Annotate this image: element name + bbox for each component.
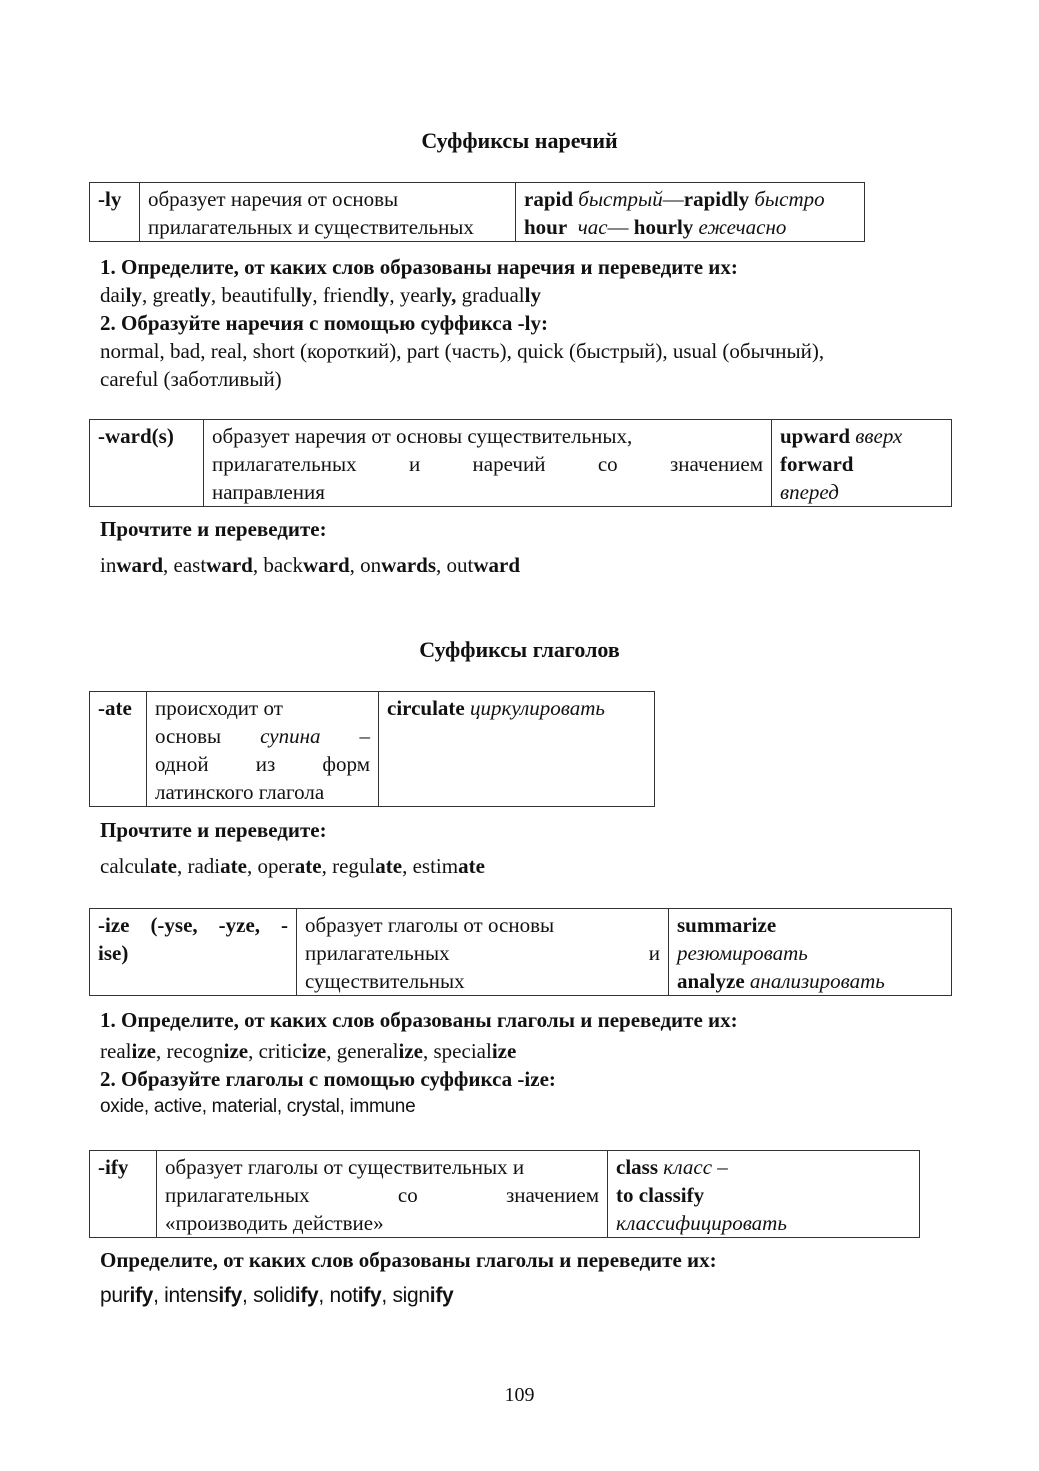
- example-word: [413, 854, 485, 878]
- example-word: [174, 553, 253, 577]
- example-translation: классифицировать: [616, 1211, 787, 1235]
- task-heading: 1. Определите, от каких слов образованы наречия и переведите их:: [100, 255, 738, 279]
- word-root: back: [263, 553, 303, 577]
- example-line: [780, 478, 943, 506]
- word-root: year: [399, 283, 436, 307]
- example-cell: [772, 420, 952, 507]
- example-word: upward: [780, 424, 851, 448]
- word-suffix: ate: [375, 854, 403, 878]
- example-translation: час: [577, 215, 608, 239]
- word-suffix: ify: [357, 1284, 382, 1307]
- example-cell: [669, 909, 952, 996]
- word-root: dai: [100, 283, 126, 307]
- example-line: [677, 967, 943, 995]
- word-list: [100, 852, 960, 880]
- example-word: [164, 1284, 242, 1307]
- word-suffix: ate: [220, 854, 247, 878]
- word-list: [100, 1282, 960, 1310]
- word-root: friend: [322, 283, 373, 307]
- task-heading: Прочтите и переведите:: [100, 818, 327, 842]
- example-translation: циркулировать: [470, 696, 605, 720]
- example-translation: анализировать: [749, 969, 885, 993]
- separator: ,: [142, 283, 153, 307]
- suffix-cell: [90, 909, 297, 996]
- example-word: hourly: [633, 215, 694, 239]
- word-suffix: ify: [218, 1284, 242, 1307]
- example-line: [780, 422, 943, 450]
- description-text: происходит от: [155, 696, 283, 720]
- task-heading: Определите, от каких слов образованы глаголы и переведите их:: [100, 1248, 717, 1272]
- example-word: rapidly: [683, 187, 750, 211]
- example-word: analyze: [677, 969, 745, 993]
- example-line: [387, 694, 646, 722]
- task-words-line: normal, bad, real, short (короткий), part (часть), quick (быстрый), usual (обычный),: [100, 339, 825, 363]
- word-root: gradual: [461, 283, 525, 307]
- description-cell: [204, 420, 772, 507]
- separator: ,: [252, 553, 264, 577]
- description-cell: [157, 1151, 608, 1238]
- example-word: [221, 283, 312, 307]
- example-word: [153, 283, 211, 307]
- separator: ,: [210, 283, 222, 307]
- word-suffix: ly,: [435, 283, 457, 307]
- suffix-cell: -ly: [90, 183, 140, 242]
- exercise-block-ly: [100, 253, 960, 393]
- separator: ,: [176, 854, 188, 878]
- example-line: [616, 1153, 911, 1181]
- separator: ,: [242, 1284, 254, 1307]
- word-root: critic: [258, 1039, 302, 1063]
- word-root: special: [433, 1039, 492, 1063]
- section-heading-verbs: Суффиксы глаголов: [419, 637, 620, 662]
- separator: ,: [321, 854, 333, 878]
- task-words-line: careful (заботливый): [100, 367, 282, 391]
- example-word: [332, 854, 402, 878]
- example-translation: вверх: [855, 424, 903, 448]
- word-root: radi: [187, 854, 221, 878]
- suffix-cell: -ate: [90, 692, 147, 807]
- word-root: calcul: [100, 854, 151, 878]
- dash: —: [662, 187, 684, 211]
- word-suffix: ly: [372, 283, 390, 307]
- description-line: образует наречия от основы: [148, 187, 399, 211]
- description-text: основы: [155, 724, 222, 748]
- separator: ,: [402, 854, 413, 878]
- dash: —: [607, 215, 629, 239]
- example-translation: класс –: [663, 1155, 728, 1179]
- example-word: [100, 854, 177, 878]
- example-word: rapid: [524, 187, 574, 211]
- example-word: [360, 553, 436, 577]
- separator: ,: [326, 1039, 337, 1063]
- word-root: solid: [253, 1284, 295, 1307]
- separator: ,: [381, 1284, 393, 1307]
- word-root: not: [329, 1284, 358, 1307]
- suffix-table-ate: [89, 691, 655, 807]
- dash: –: [359, 724, 370, 748]
- separator: ,: [153, 1284, 165, 1307]
- word-root: east: [173, 553, 207, 577]
- word-list: [100, 1037, 960, 1065]
- separator: ,: [436, 553, 447, 577]
- example-word: [323, 283, 390, 307]
- word-suffix: ly: [125, 283, 142, 307]
- separator: ,: [389, 283, 400, 307]
- separator: ,: [349, 553, 361, 577]
- example-word: [392, 1284, 453, 1307]
- separator: ,: [248, 1039, 259, 1063]
- description-line: [155, 694, 370, 722]
- description-line: [155, 722, 370, 750]
- word-root: pur: [100, 1284, 130, 1307]
- example-word: summarize: [677, 913, 777, 937]
- description-italic: супина: [260, 724, 321, 748]
- word-root: regul: [332, 854, 376, 878]
- word-root: on: [360, 553, 382, 577]
- word-root: out: [446, 553, 474, 577]
- description-line: образует глаголы от существительных и: [165, 1155, 525, 1179]
- word-root: in: [100, 553, 117, 577]
- description-cell: [297, 909, 669, 996]
- example-line: [616, 1181, 911, 1209]
- suffix-line: -ize (-yse, -yze, -: [98, 913, 288, 937]
- task-heading: 2. Образуйте наречия с помощью суффикса -ly:: [100, 311, 548, 335]
- example-word: [100, 553, 163, 577]
- suffix-table-ize: [89, 908, 952, 996]
- word-suffix: ify: [129, 1284, 154, 1307]
- word-root: general: [336, 1039, 399, 1063]
- example-line: [524, 213, 856, 241]
- example-word: [329, 1284, 381, 1307]
- word-suffix: ly: [194, 283, 211, 307]
- exercise-block-ize: [100, 1006, 960, 1121]
- description-line: одной из форм: [155, 752, 370, 776]
- example-cell: [516, 183, 865, 242]
- description-line: образует глаголы от основы: [305, 913, 555, 937]
- word-suffix: ward: [206, 553, 253, 577]
- example-line: [677, 911, 943, 939]
- word-suffix: ify: [294, 1284, 319, 1307]
- word-suffix: ize: [491, 1039, 517, 1063]
- word-root: intens: [164, 1284, 219, 1307]
- word-suffix: ly: [295, 283, 313, 307]
- exercise-block-ate: [100, 816, 960, 880]
- example-word: [263, 553, 349, 577]
- example-line: [616, 1209, 911, 1237]
- word-suffix: ize: [398, 1039, 423, 1063]
- suffix-table-ly: [89, 182, 865, 242]
- task-heading: Прочтите и переведите:: [100, 517, 327, 541]
- description-line: прилагательных и наречий со значением: [212, 452, 763, 476]
- suffix-table-ify: [89, 1150, 920, 1238]
- word-root: estim: [412, 854, 459, 878]
- word-suffix: ward: [116, 553, 164, 577]
- suffix-cell: -ward(s): [90, 420, 204, 507]
- separator: ,: [155, 1039, 167, 1063]
- separator: ,: [312, 283, 323, 307]
- exercise-block-ward: [100, 515, 960, 579]
- example-translation: вперед: [780, 480, 839, 504]
- example-word: [447, 553, 521, 577]
- word-suffix: ize: [301, 1039, 327, 1063]
- example-translation: резюмировать: [677, 941, 808, 965]
- description-line: прилагательных со значением: [165, 1183, 599, 1207]
- word-suffix: ate: [294, 854, 322, 878]
- example-word: [257, 854, 321, 878]
- description-line: «производить действие»: [165, 1211, 384, 1235]
- description-line: направления: [212, 480, 325, 504]
- example-translation: ежечасно: [698, 215, 787, 239]
- description-line: прилагательных и существительных: [148, 215, 474, 239]
- word-root: recogn: [166, 1039, 224, 1063]
- page-number: 109: [504, 1384, 535, 1406]
- example-cell: [608, 1151, 920, 1238]
- example-word: [337, 1039, 423, 1063]
- word-suffix: ly: [524, 283, 541, 307]
- word-suffix: ate: [458, 854, 485, 878]
- example-word: circulate: [387, 696, 465, 720]
- description-line: латинского глагола: [155, 780, 325, 804]
- task-words-line: oxide, active, material, crystal, immune: [100, 1096, 416, 1117]
- example-word: [253, 1284, 318, 1307]
- example-word: [166, 1039, 248, 1063]
- word-list: [100, 551, 960, 579]
- description-cell: [147, 692, 379, 807]
- separator: ,: [318, 1284, 330, 1307]
- example-translation: быстрый: [578, 187, 663, 211]
- word-suffix: wards: [381, 553, 437, 577]
- suffix-line: ise): [98, 941, 129, 965]
- word-suffix: ate: [150, 854, 177, 878]
- word-suffix: ward: [303, 553, 350, 577]
- example-word: to classify: [616, 1183, 705, 1207]
- example-word: [100, 283, 142, 307]
- example-word: [100, 1039, 156, 1063]
- task-heading: 1. Определите, от каких слов образованы глаголы и переведите их:: [100, 1008, 738, 1032]
- word-root: oper: [257, 854, 295, 878]
- separator: ,: [163, 553, 174, 577]
- word-suffix: ize: [223, 1039, 249, 1063]
- word-root: real: [100, 1039, 132, 1063]
- example-word: [434, 1039, 517, 1063]
- word-root: great: [152, 283, 195, 307]
- example-word: [400, 283, 457, 307]
- example-line: [677, 939, 943, 967]
- example-word: [187, 854, 246, 878]
- separator: ,: [246, 854, 258, 878]
- description-line: существительных: [305, 969, 465, 993]
- example-cell: [379, 692, 655, 807]
- suffix-table-ward: [89, 419, 952, 507]
- exercise-block-ify: [100, 1246, 960, 1310]
- example-translation: быстро: [754, 187, 825, 211]
- suffix-cell: -ify: [90, 1151, 157, 1238]
- example-word: class: [616, 1155, 658, 1179]
- word-list: [100, 281, 960, 309]
- example-word: forward: [780, 452, 854, 476]
- example-line: [780, 450, 943, 478]
- word-root: sign: [392, 1284, 430, 1307]
- word-suffix: ify: [429, 1284, 454, 1307]
- separator: ,: [423, 1039, 434, 1063]
- example-word: [462, 283, 541, 307]
- example-word: [259, 1039, 327, 1063]
- word-suffix: ward: [473, 553, 521, 577]
- task-heading: 2. Образуйте глаголы с помощью суффикса -ize:: [100, 1067, 556, 1091]
- example-word: hour: [524, 215, 568, 239]
- example-line: [524, 185, 856, 213]
- word-suffix: ize: [131, 1039, 156, 1063]
- description-line: прилагательных и: [305, 941, 660, 965]
- description-line: образует наречия от основы существительных,: [212, 424, 633, 448]
- description-cell: [140, 183, 516, 242]
- example-word: [100, 1284, 153, 1307]
- word-root: beautiful: [221, 283, 296, 307]
- section-heading-adverbs: Суффиксы наречий: [421, 128, 618, 153]
